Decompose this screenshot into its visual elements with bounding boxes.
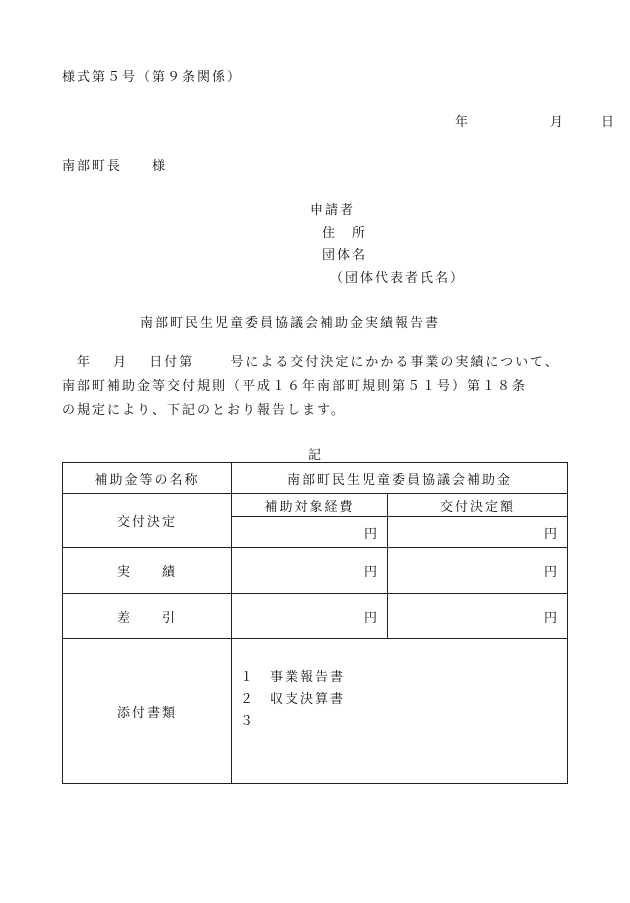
result-amount-cell: 円: [388, 548, 568, 594]
addressee: 南部町長 様: [62, 159, 168, 174]
address-label: 住 所: [322, 225, 368, 241]
diff-label-cell: 差 引: [63, 594, 232, 639]
col-expense-header: 補助対象経費: [232, 494, 388, 517]
col-amount-header: 交付決定額: [388, 494, 568, 517]
list-item: １ 事業報告書: [240, 670, 346, 685]
document-title: 南部町民生児童委員協議会補助金実績報告書: [140, 316, 441, 331]
applicant-heading: 申請者: [310, 203, 356, 218]
org-label: 団体名: [322, 248, 368, 263]
attachments-list: [240, 667, 559, 733]
result-label-cell: 実 績: [63, 548, 232, 594]
report-body: [62, 351, 582, 423]
form-number: 様式第５号（第９条関係）: [62, 70, 243, 85]
body-line-3: の規定により、下記のとおり報告します。: [62, 403, 346, 418]
list-item: ２ 収支決算書: [240, 692, 346, 707]
diff-amount-cell: 円: [388, 594, 568, 639]
ki-heading: 記: [308, 448, 324, 463]
table-row: [63, 639, 568, 784]
report-table: [62, 462, 568, 784]
table-row: [63, 463, 568, 494]
table-row: [63, 594, 568, 639]
body-line-1: 年 月 日付第 号による交付決定にかかる事業の実績について、: [62, 355, 560, 370]
name-label-cell: 補助金等の名称: [63, 463, 232, 494]
date-day: 日: [601, 115, 617, 130]
diff-expense-cell: 円: [232, 594, 388, 639]
representative-label: （団体代表者氏名）: [330, 270, 466, 286]
list-item: ３: [240, 714, 256, 729]
date-year: 年: [455, 115, 471, 130]
body-line-2: 南部町補助金等交付規則（平成１６年南部町規則第５１号）第１８条: [62, 379, 528, 394]
decision-label-cell: 交付決定: [63, 494, 232, 548]
date-month: 月: [550, 115, 566, 130]
decision-amount-cell: 円: [388, 517, 568, 548]
date-line: [455, 111, 616, 130]
applicant-block: [310, 200, 465, 290]
table-row: [63, 548, 568, 594]
table-row: [63, 494, 568, 517]
result-expense-cell: 円: [232, 548, 388, 594]
attachments-label-cell: 添付書類: [63, 639, 232, 784]
decision-expense-cell: 円: [232, 517, 388, 548]
name-value-cell: 南部町民生児童委員協議会補助金: [232, 463, 568, 494]
attachments-cell: [232, 639, 568, 784]
